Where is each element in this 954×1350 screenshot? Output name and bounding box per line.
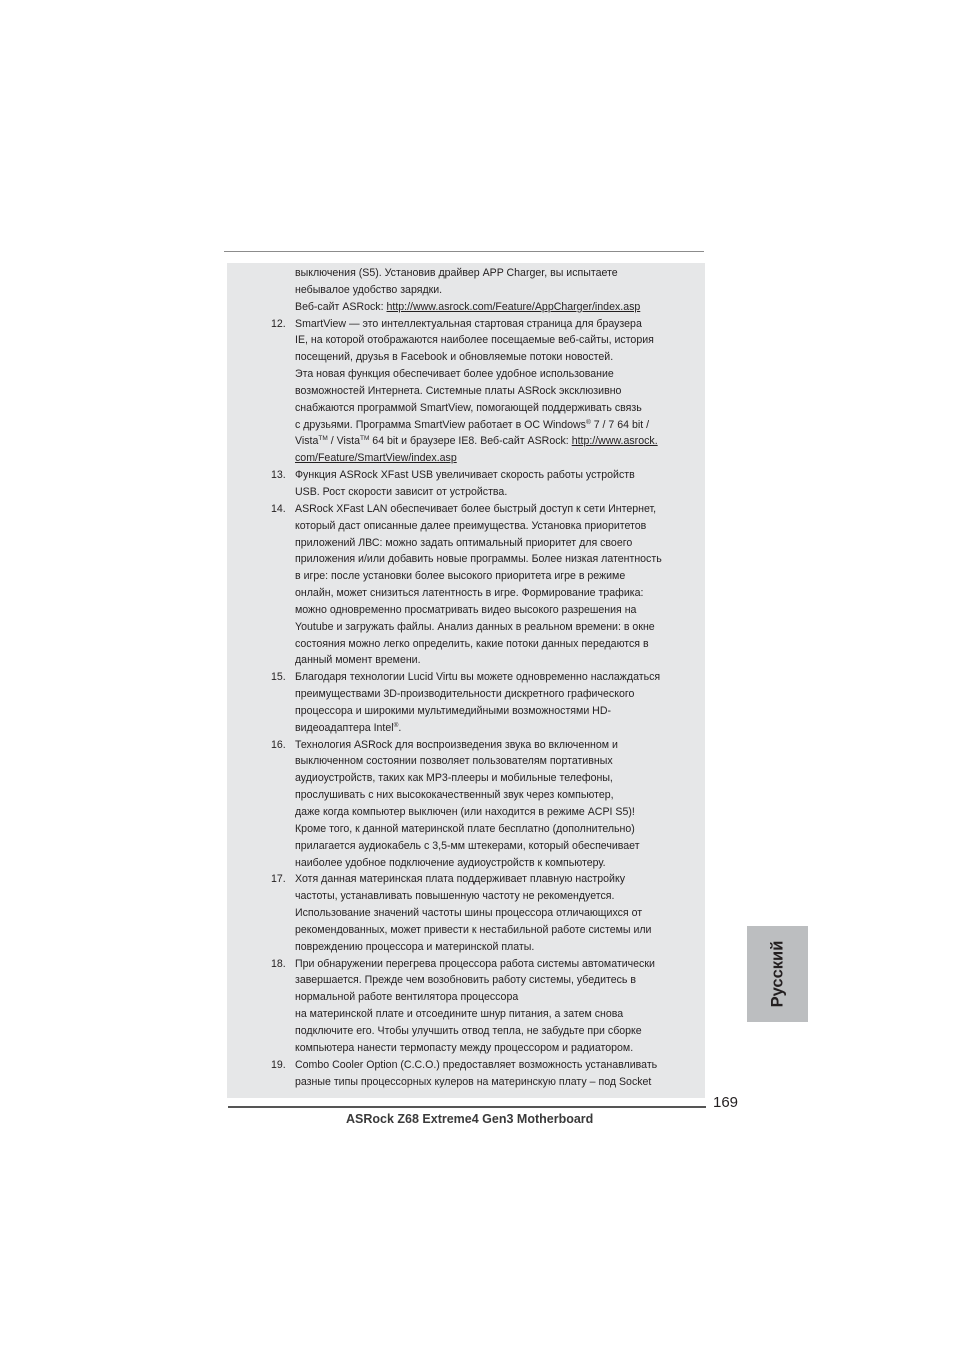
bottom-rule: [228, 1106, 706, 1108]
text-line: посещений, друзья в Facebook и обновляемые потоки новостей.: [295, 351, 614, 364]
list-item-16: 16. Технология ASRock для воспроизведения звука во включенном и: [263, 737, 693, 754]
text-line: частоты, устанавливать повышенную частоту не рекомендуется.: [295, 890, 615, 903]
list-item-14: 14. ASRock XFast LAN обеспечивает более быстрый доступ к сети Интернет,: [263, 501, 693, 518]
text-line: нормальной работе вентилятора процессора: [295, 991, 519, 1004]
text-line: IE, на которой отображаются наиболее посещаемые веб-сайты, история: [295, 334, 654, 347]
text-line: состояния можно легко определить, какие потоки данных передаются в: [295, 637, 649, 650]
text-line: компьютера нанести термопасту между процессором и радиатором.: [295, 1041, 634, 1054]
text-line: разные типы процессорных кулеров на материнскую плату – под Socket: [295, 1075, 652, 1088]
text-line: Эта новая функция обеспечивает более удобное использование: [295, 368, 614, 381]
item-number: 12.: [271, 317, 286, 330]
item-number: 14.: [271, 502, 286, 515]
list-item-17: 17. Хотя данная материнская плата поддерживает плавную настройку: [263, 871, 693, 888]
text-line: наиболее удобное подключение аудиоустройств к компьютеру.: [295, 856, 606, 869]
item-number: 17.: [271, 873, 286, 886]
text-line: Vista™ / Vista™ 64 bit и браузере IE8. Веб-сайт ASRock: http://www.asrock.: [295, 435, 658, 448]
text-line: даже когда компьютер выключен (или находится в режиме ACPI S5)!: [295, 806, 635, 818]
text-line: прослушивать с них высококачественный звук через компьютер,: [295, 789, 614, 802]
text-line: выключения (S5). Установив драйвер APP Charger, вы испытаете: [295, 267, 618, 279]
smartview-link-cont[interactable]: com/Feature/SmartView/index.asp: [295, 452, 457, 465]
top-rule: [224, 251, 704, 252]
text-line: приложения и/или добавить новые программы. Более низкая латентность: [295, 553, 662, 566]
text-line: данный момент времени.: [295, 654, 421, 667]
text-line: прилагается аудиокабель с 3,5-мм штекерами, который обеспечивает: [295, 839, 640, 852]
text-line: рекомендованных, может привести к нестабильной работе системы или: [295, 923, 652, 936]
appcharger-link[interactable]: http://www.asrock.com/Feature/AppCharger/index.asp: [386, 300, 641, 313]
item-number: 16.: [271, 738, 286, 751]
text-line: в игре: после установки более высокого приоритета игре в режиме: [295, 570, 626, 583]
text-line: небывалое удобство зарядки.: [295, 283, 443, 296]
text-line: Кроме того, к данной материнской плате бесплатно (дополнительно): [295, 822, 635, 835]
text-line: можно одновременно просматривать видео высокого разрешения на: [295, 603, 637, 616]
list-item-12: 12. SmartView — это интеллектуальная стартовая страница для браузера: [263, 316, 693, 333]
item-number: 15.: [271, 671, 286, 684]
text-line: аудиоустройств, таких как MP3-плееры и мобильные телефоны,: [295, 772, 613, 785]
item-number: 13.: [271, 469, 286, 482]
text-line: возможностей Интернета. Системные платы ASRock эксклюзивно: [295, 384, 622, 397]
list-item-19: 19. Combo Cooler Option (C.C.O.) предоставляет возможность устанавливать: [263, 1057, 693, 1074]
text-line: снабжаются программой SmartView, помогающей поддерживать связь: [295, 401, 642, 414]
list-item-13: 13. Функция ASRock XFast USB увеличивает скорость работы устройств: [263, 467, 693, 484]
text-line: с друзьями. Программа SmartView работает в ОС Windows® 7 / 7 64 bit /: [295, 418, 650, 431]
list-item-15: 15. Благодаря технологии Lucid Virtu вы можете одновременно наслаждаться: [263, 669, 693, 686]
text-line: Youtube и загружать файлы. Анализ данных в реальном времени: в окне: [295, 620, 655, 633]
language-tab: [747, 926, 808, 1022]
text-line: повреждению процессора и материнской платы.: [295, 940, 535, 953]
text-line: Веб-сайт ASRock: http://www.asrock.com/Feature/AppCharger/index.asp: [295, 300, 641, 313]
page-number: 169: [713, 1094, 739, 1111]
text-line: который даст описанные далее преимущества. Установка приоритетов: [295, 519, 647, 532]
text-line: USB. Рост скорости зависит от устройства.: [295, 485, 508, 498]
manual-text: [263, 265, 693, 1090]
text-line: процессора и широкими мультимедийными возможностями HD-: [295, 704, 612, 717]
item-number: 18.: [271, 957, 286, 970]
text-line: на материнской плате и отсоедините шнур питания, а затем снова: [295, 1008, 624, 1021]
text-line: преимуществами 3D-производительности дискретного графического: [295, 688, 635, 701]
text-line: подключите его. Чтобы улучшить отвод тепла, не забудьте при сборке: [295, 1024, 642, 1037]
footer-title: ASRock Z68 Extreme4 Gen3 Motherboard: [346, 1112, 594, 1126]
text-line: завершается. Прежде чем возобновить работу системы, убедитесь в: [295, 974, 637, 987]
text-line: приложений ЛВС: можно задать оптимальный приоритет для своего: [295, 536, 633, 549]
item-number: 19.: [271, 1058, 286, 1071]
text-line: онлайн, может снизиться латентность в игре. Формирование трафика:: [295, 587, 644, 600]
language-label: Русский: [768, 940, 786, 1008]
text-line: выключенном состоянии позволяет пользователям портативных: [295, 755, 613, 768]
smartview-link[interactable]: http://www.asrock.: [571, 435, 658, 448]
text-line: Использование значений частоты шины процессора отличающихся от: [295, 907, 643, 920]
text-line: видеоадаптера Intel®.: [295, 721, 402, 734]
list-item-18: 18. При обнаружении перегрева процессора работа системы автоматически: [263, 956, 693, 973]
